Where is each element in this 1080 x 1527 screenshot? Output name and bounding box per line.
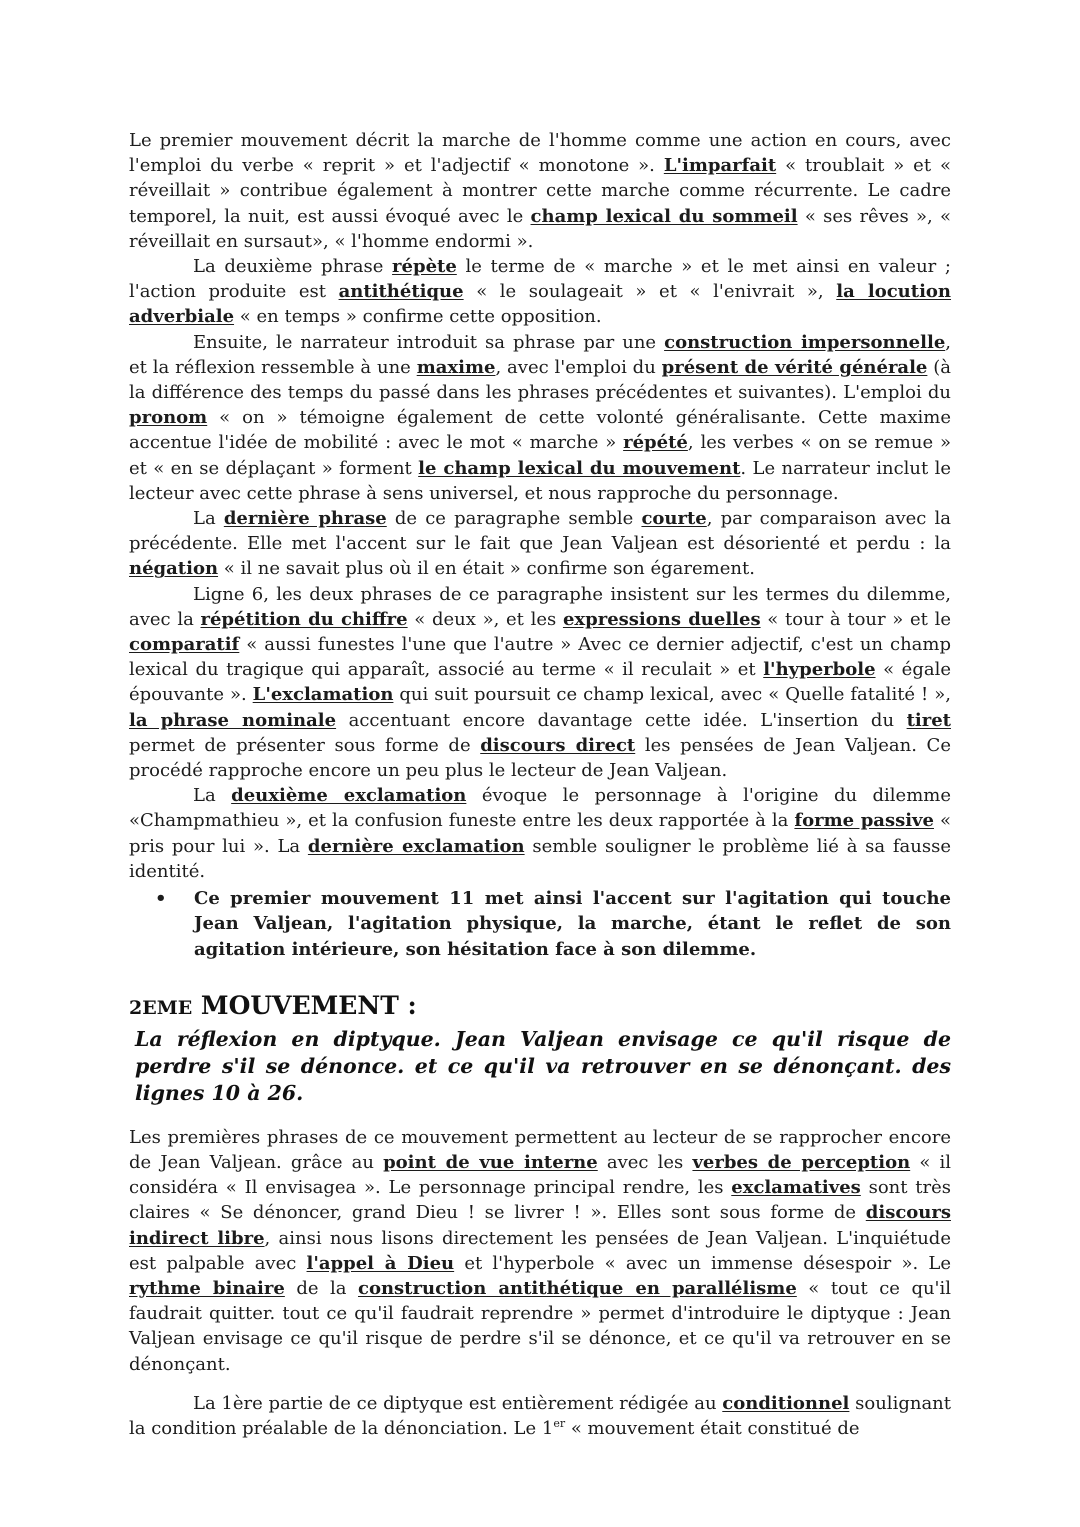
paragraph: La dernière phrase de ce paragraphe semble courte, par comparaison avec la précédente. Elle met l'accent sur le fait que Jean Valjean est désorienté et perdu : la négation « il ne savait plus où il en était » confirme son égarement.: [129, 508, 952, 580]
paragraph: Ensuite, le narrateur introduit sa phrase par une construction impersonnelle, et la réflexion ressemble à une maxime, avec l'emploi du présent de vérité générale (à la différence des temps du passé dans les phrases précédentes et suivantes). L'emploi du pronom « on » témoigne également de cette volonté généralisante. Cette maxime accentue l'idée de mobilité : avec le mot « marche » répété, les verbes « on se remue » et « en se déplaçant » forment le champ lexical du mouvement. Le narrateur inclut le lecteur avec cette phrase à sens universel, et nous rapproche du personnage.: [129, 331, 952, 504]
conclusion-text: Ce premier mouvement 11 met ainsi l'accent sur l'agitation qui touche Jean Valjean, l'agitation physique, la marche, étant le reflet de son agitation intérieure, son hésitation face à son dilemme.: [194, 888, 951, 960]
conclusion-bullet: [129, 886, 951, 962]
section-heading: 2EME MOUVEMENT :: [129, 990, 417, 1020]
paragraph: La 1ère partie de ce diptyque est entièrement rédigée au conditionnel soulignant la condition préalable de la dénonciation. Le 1er « mouvement était constitué de: [129, 1392, 951, 1439]
bullet-icon: •: [155, 888, 167, 910]
paragraph: Ligne 6, les deux phrases de ce paragraphe insistent sur les termes du dilemme, avec la répétition du chiffre « deux », et les expressions duelles « tour à tour » et le comparatif « aussi funestes l'une que l'autre » Avec ce dernier adjectif, c'est un champ lexical du tragique qui apparaît, associé au terme « il reculait » et l'hyperbole « égale épouvante ». L'exclamation qui suit poursuit ce champ lexical, avec « Quelle fatalité ! », la phrase nominale accentuant encore davantage cette idée. L'insertion du tiret permet de présenter sous forme de discours direct les pensées de Jean Valjean. Ce procédé rapproche encore un peu plus le lecteur de Jean Valjean.: [129, 583, 951, 782]
section-subtitle: La réflexion en diptyque. Jean Valjean envisage ce qu'il risque de perdre s'il se dénonce. et ce qu'il va retrouver en se dénonçant. des lignes 10 à 26.: [135, 1026, 951, 1105]
paragraph: La deuxième phrase répète le terme de « marche » et le met ainsi en valeur ; l'action produite est antithétique « le soulageait » et « l'enivrait », la locution adverbiale « en temps » confirme cette opposition.: [129, 256, 952, 328]
paragraph: Les premières phrases de ce mouvement permettent au lecteur de se rapprocher encore de Jean Valjean. grâce au point de vue interne avec les verbes de perception « il considéra « Il envisagea ». Le personnage principal rendre, les exclamatives sont très claires « Se dénoncer, grand Dieu ! se livrer ! ». Elles sont sous forme de discours indirect libre, ainsi nous lisons directement les pensées de Jean Valjean. L'inquiétude est palpable avec l'appel à Dieu et l'hyperbole « avec un immense désespoir ». Le rythme binaire de la construction antithétique en parallélisme « tout ce qu'il faudrait quitter. tout ce qu'il faudrait reprendre » permet d'introduire le diptyque : Jean Valjean envisage ce qu'il risque de perdre s'il se dénonce, et ce qu'il va retrouver en se dénonçant.: [129, 1126, 952, 1375]
paragraph: La deuxième exclamation évoque le personnage à l'origine du dilemme «Champmathieu », et la confusion funeste entre les deux rapportée à la forme passive « pris pour lui ». La dernière exclamation semble souligner le problème lié à sa fausse identité.: [129, 785, 952, 882]
paragraph: Le premier mouvement décrit la marche de l'homme comme une action en cours, avec l'emploi du verbe « reprit » et l'adjectif « monotone ». L'imparfait « troublait » et « réveillait » contribue également à montrer cette marche comme récurrente. Le cadre temporel, la nuit, est aussi évoqué avec le champ lexical du sommeil « ses rêves », « réveillait en sursaut», « l'homme endormi ».: [129, 130, 952, 252]
spacer: [129, 1377, 951, 1391]
spacer: [129, 1107, 951, 1125]
document-page: [129, 128, 951, 1441]
